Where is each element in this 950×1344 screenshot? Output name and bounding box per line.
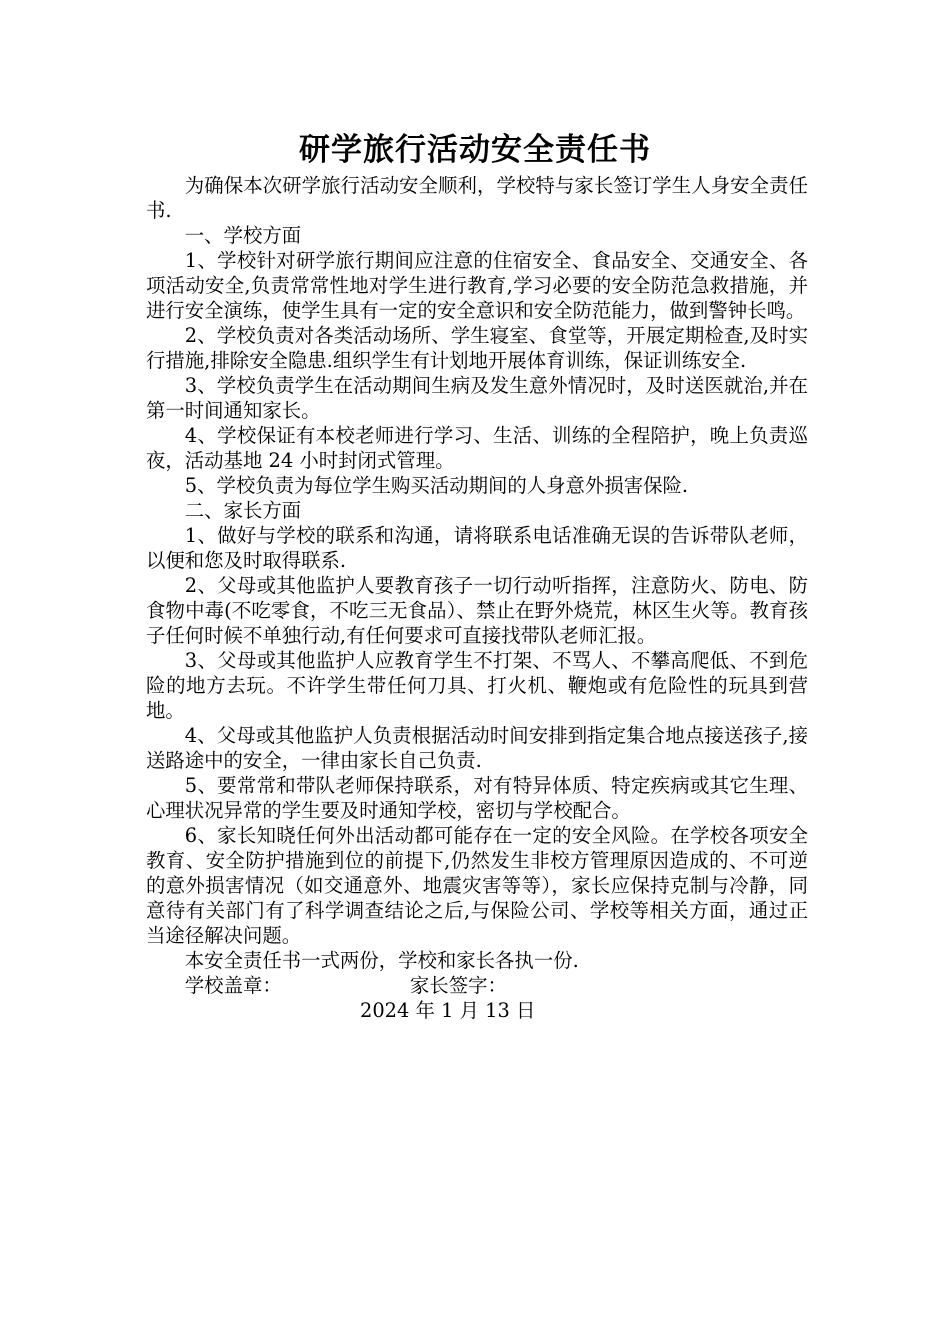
section-heading-school: 一、学校方面 xyxy=(184,224,302,247)
parent-clause-5: 5、要常常和带队老师保持联系，对有特异体质、特定疾病或其它生理、心理状况异常的学生要及时通知学校，密切与学校配合。 xyxy=(146,774,808,822)
document-date: 2024 年 1 月 13 日 xyxy=(360,999,536,1022)
school-clause-3: 3、学校负责学生在活动期间生病及发生意外情况时，及时送医就治,并在第一时间通知家长。 xyxy=(146,374,808,422)
parent-sign-label: 家长签字： xyxy=(409,974,507,997)
school-clause-1: 1、学校针对研学旅行期间应注意的住宿安全、食品安全、交通安全、各项活动安全,负责常常性地对学生进行教育,学习必要的安全防范急救措施，并进行安全演练，使学生具有一定的安全意识和安全防范能力，做到警钟长鸣。 xyxy=(146,249,808,322)
parent-clause-6: 6、家长知晓任何外出活动都可能存在一定的安全风险。在学校各项安全教育、安全防护措施到位的前提下,仍然发生非校方管理原因造成的、不可逆的意外损害情况（如交通意外、地震灾害等等），家长应保持克制与冷静，同意待有关部门有了科学调查结论之后,与保险公司、学校等相关方面，通过正当途径解决问题。 xyxy=(146,824,808,947)
signature-row xyxy=(146,973,808,998)
school-clause-2: 2、学校负责对各类活动场所、学生寝室、食堂等，开展定期检查,及时实行措施,排除安全隐患.组织学生有计划地开展体育训练，保证训练安全. xyxy=(146,324,808,372)
parent-clause-1: 1、做好与学校的联系和沟通，请将联系电话准确无误的告诉带队老师，以便和您及时取得联系. xyxy=(146,524,808,572)
section-heading-parent: 二、家长方面 xyxy=(184,499,302,522)
copies-statement: 本安全责任书一式两份，学校和家长各执一份. xyxy=(184,949,579,972)
parent-clause-2: 2、父母或其他监护人要教育孩子一切行动听指挥，注意防火、防电、防食物中毒(不吃零食，不吃三无食品）、禁止在野外烧荒，林区生火等。教育孩子任何时候不单独行动,有任何要求可直接找带队老师汇报。 xyxy=(146,574,808,647)
document-body xyxy=(146,173,808,1023)
school-clause-4: 4、学校保证有本校老师进行学习、生活、训练的全程陪护，晚上负责巡夜，活动基地 24 小时封闭式管理。 xyxy=(146,424,808,472)
parent-clause-4: 4、父母或其他监护人负责根据活动时间安排到指定集合地点接送孩子,接送路途中的安全，一律由家长自己负责. xyxy=(146,724,808,772)
school-seal-label: 学校盖章： xyxy=(184,974,282,997)
document-title: 研学旅行活动安全责任书 xyxy=(299,132,651,168)
parent-clause-3: 3、父母或其他监护人应教育学生不打架、不骂人、不攀高爬低、不到危险的地方去玩。不许学生带任何刀具、打火机、鞭炮或有危险性的玩具到营地。 xyxy=(146,649,808,722)
school-clause-5: 5、学校负责为每位学生购买活动期间的人身意外损害保险. xyxy=(184,474,689,497)
intro-paragraph: 为确保本次研学旅行活动安全顺利，学校特与家长签订学生人身安全责任书. xyxy=(146,174,808,222)
